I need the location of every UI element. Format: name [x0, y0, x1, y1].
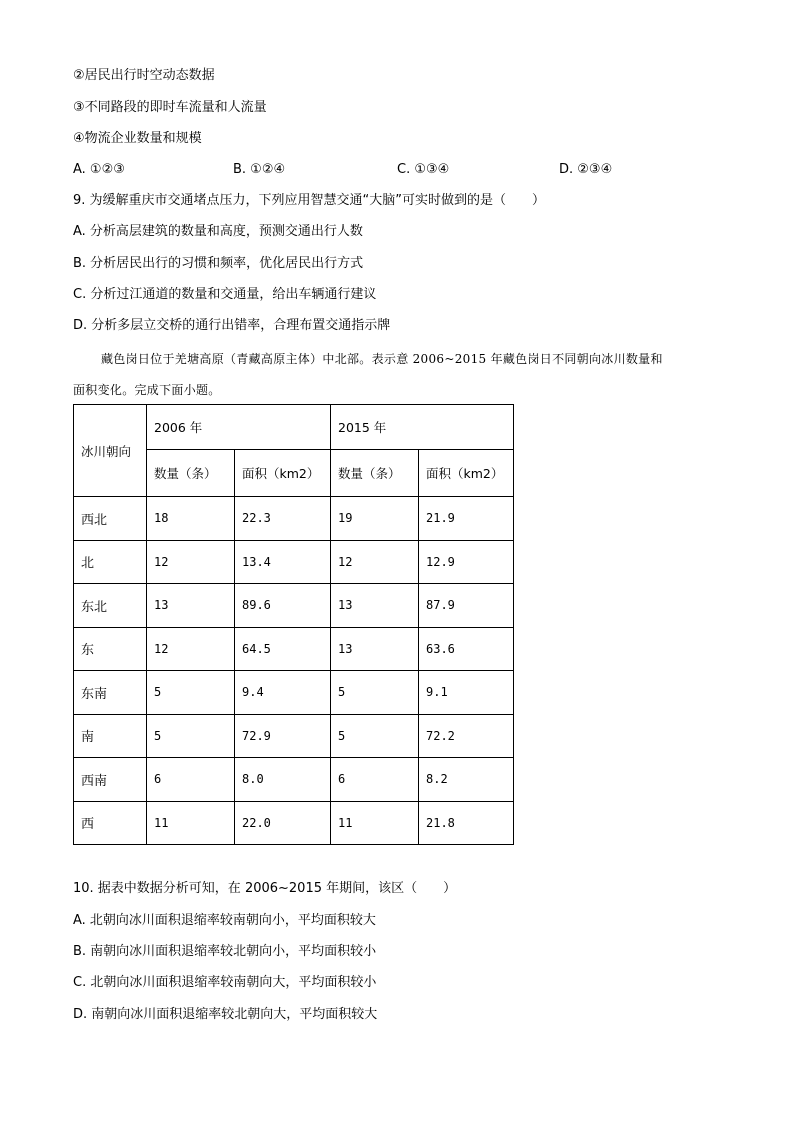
option-item-4: ④物流企业数量和规模 [73, 131, 202, 146]
table-row [74, 714, 514, 758]
year-header-2015: 2015 年 [331, 405, 514, 450]
count-2006-cell: 12 [147, 627, 235, 671]
q9-choice-a[interactable]: A. 分析高层建筑的数量和高度，预测交通出行人数 [73, 224, 363, 239]
q8-choices [73, 162, 713, 178]
direction-cell: 南 [74, 714, 147, 758]
count-2006-cell: 13 [147, 584, 235, 628]
count-2006-cell: 5 [147, 671, 235, 715]
q10-stem: 10. 据表中数据分析可知，在 2006~2015 年期间，该区（ ） [73, 881, 457, 896]
count-2015-cell: 11 [331, 801, 419, 844]
area-2015-cell: 87.9 [419, 584, 514, 628]
table-header-row [74, 405, 514, 450]
table-row [74, 627, 514, 671]
direction-cell: 东北 [74, 584, 147, 628]
direction-cell: 西北 [74, 497, 147, 541]
count-2006-cell: 11 [147, 801, 235, 844]
count-2015-cell: 5 [331, 671, 419, 715]
area-2015-cell: 12.9 [419, 540, 514, 584]
glacier-table [73, 404, 514, 845]
area-2006-cell: 22.3 [235, 497, 331, 541]
material-intro-line1: 藏色岗日位于羌塘高原（青藏高原主体）中北部。表示意 2006~2015 年藏色岗日不同朝向冰川数量和 [101, 352, 663, 366]
area-2006-cell: 8.0 [235, 758, 331, 802]
area-2015-cell: 9.1 [419, 671, 514, 715]
material-intro-line2: 面积变化。完成下面小题。 [73, 383, 221, 397]
subheader-count-2006: 数量（条） [147, 450, 235, 497]
count-2006-cell: 12 [147, 540, 235, 584]
q10-choice-c[interactable]: C. 北朝向冰川面积退缩率较南朝向大，平均面积较小 [73, 975, 377, 990]
count-2015-cell: 19 [331, 497, 419, 541]
corner-header: 冰川朝向 [74, 405, 147, 497]
q10-choice-a[interactable]: A. 北朝向冰川面积退缩率较南朝向小，平均面积较大 [73, 913, 376, 928]
area-2015-cell: 72.2 [419, 714, 514, 758]
q9-choice-c[interactable]: C. 分析过江通道的数量和交通量，给出车辆通行建议 [73, 287, 377, 302]
count-2015-cell: 5 [331, 714, 419, 758]
option-item-2: ②居民出行时空动态数据 [73, 68, 215, 83]
option-item-3: ③不同路段的即时车流量和人流量 [73, 100, 267, 115]
area-2015-cell: 63.6 [419, 627, 514, 671]
table-row [74, 758, 514, 802]
table-row [74, 671, 514, 715]
direction-cell: 东南 [74, 671, 147, 715]
count-2006-cell: 6 [147, 758, 235, 802]
area-2006-cell: 72.9 [235, 714, 331, 758]
area-2006-cell: 9.4 [235, 671, 331, 715]
area-2006-cell: 89.6 [235, 584, 331, 628]
table-body [74, 497, 514, 845]
area-2015-cell: 21.9 [419, 497, 514, 541]
area-2006-cell: 22.0 [235, 801, 331, 844]
table-row [74, 584, 514, 628]
direction-cell: 东 [74, 627, 147, 671]
year-header-2006: 2006 年 [147, 405, 331, 450]
area-2015-cell: 21.8 [419, 801, 514, 844]
q8-choice-c[interactable]: C. ①③④ [397, 162, 450, 177]
table-row [74, 497, 514, 541]
direction-cell: 西 [74, 801, 147, 844]
area-2006-cell: 13.4 [235, 540, 331, 584]
q9-choice-b[interactable]: B. 分析居民出行的习惯和频率，优化居民出行方式 [73, 256, 364, 271]
area-2006-cell: 64.5 [235, 627, 331, 671]
count-2015-cell: 13 [331, 627, 419, 671]
q10-choice-b[interactable]: B. 南朝向冰川面积退缩率较北朝向小，平均面积较小 [73, 944, 377, 959]
subheader-area-2006: 面积（km2） [235, 450, 331, 497]
subheader-area-2015: 面积（km2） [419, 450, 514, 497]
q9-choice-d[interactable]: D. 分析多层立交桥的通行出错率，合理布置交通指示牌 [73, 318, 391, 333]
direction-cell: 西南 [74, 758, 147, 802]
direction-cell: 北 [74, 540, 147, 584]
q10-choice-d[interactable]: D. 南朝向冰川面积退缩率较北朝向大，平均面积较大 [73, 1007, 378, 1022]
count-2015-cell: 6 [331, 758, 419, 802]
area-2015-cell: 8.2 [419, 758, 514, 802]
count-2015-cell: 12 [331, 540, 419, 584]
q8-choice-a[interactable]: A. ①②③ [73, 162, 125, 177]
count-2015-cell: 13 [331, 584, 419, 628]
q8-choice-b[interactable]: B. ①②④ [233, 162, 286, 177]
table-row [74, 540, 514, 584]
q9-stem: 9. 为缓解重庆市交通堵点压力，下列应用智慧交通“大脑”可实时做到的是（ ） [73, 193, 546, 208]
count-2006-cell: 5 [147, 714, 235, 758]
subheader-count-2015: 数量（条） [331, 450, 419, 497]
count-2006-cell: 18 [147, 497, 235, 541]
table-row [74, 801, 514, 844]
q8-choice-d[interactable]: D. ②③④ [559, 162, 613, 177]
